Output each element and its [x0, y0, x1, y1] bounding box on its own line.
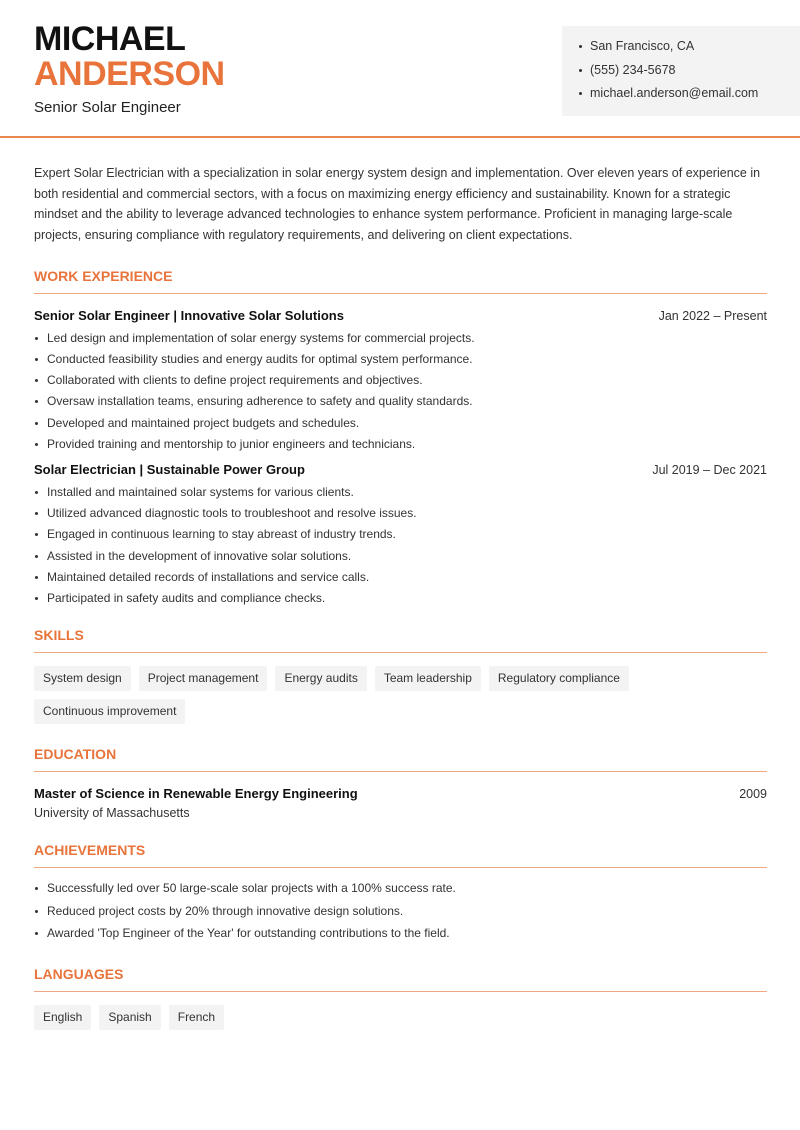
list-item: Participated in safety audits and compliance checks. — [34, 590, 767, 611]
list-item: Reduced project costs by 20% through innovative design solutions. — [34, 903, 767, 926]
resume-body — [34, 163, 767, 1030]
list-item: Conducted feasibility studies and energy audits for optimal system performance. — [34, 351, 767, 372]
contact-box — [562, 26, 800, 116]
job-title: Senior Solar Engineer — [34, 99, 181, 116]
job-bullets — [34, 484, 767, 611]
list-item: Engaged in continuous learning to stay abreast of industry trends. — [34, 526, 767, 547]
language-tag: French — [169, 1005, 224, 1030]
list-item: Developed and maintained project budgets and schedules. — [34, 415, 767, 436]
skill-tag: Regulatory compliance — [489, 666, 629, 691]
list-item: Led design and implementation of solar energy systems for commercial projects. — [34, 330, 767, 351]
section-title-education: EDUCATION — [34, 746, 767, 772]
candidate-name — [34, 22, 225, 92]
skill-tag: Project management — [139, 666, 268, 691]
job-entry — [34, 462, 767, 611]
list-item: Collaborated with clients to define project requirements and objectives. — [34, 372, 767, 393]
job-heading: Solar Electrician | Sustainable Power Group — [34, 461, 305, 477]
list-item: Oversaw installation teams, ensuring adherence to safety and quality standards. — [34, 393, 767, 414]
job-dates: Jan 2022 – Present — [658, 308, 767, 323]
section-title-achievements: ACHIEVEMENTS — [34, 842, 767, 868]
language-tag: English — [34, 1005, 91, 1030]
language-tag: Spanish — [99, 1005, 160, 1030]
resume-header — [0, 0, 800, 138]
section-title-skills: SKILLS — [34, 627, 767, 653]
job-entry — [34, 308, 767, 457]
skill-tag: Energy audits — [275, 666, 366, 691]
contact-location: San Francisco, CA — [579, 38, 800, 62]
list-item: Maintained detailed records of installations and service calls. — [34, 569, 767, 590]
list-item: Installed and maintained solar systems for various clients. — [34, 484, 767, 505]
section-title-work: WORK EXPERIENCE — [34, 268, 767, 294]
job-heading: Senior Solar Engineer | Innovative Solar Solutions — [34, 307, 344, 323]
list-item: Provided training and mentorship to junior engineers and technicians. — [34, 436, 767, 457]
education-school: University of Massachusetts — [34, 806, 190, 821]
list-item: Awarded 'Top Engineer of the Year' for outstanding contributions to the field. — [34, 925, 767, 948]
list-item: Assisted in the development of innovative solar solutions. — [34, 548, 767, 569]
contact-email[interactable]: michael.anderson@email.com — [579, 85, 800, 109]
achievement-bullets — [34, 880, 767, 948]
education-degree: Master of Science in Renewable Energy Engineering — [34, 786, 358, 802]
skill-tag: Team leadership — [375, 666, 481, 691]
skills-tags — [34, 666, 767, 724]
education-entry — [34, 786, 767, 820]
last-name: ANDERSON — [34, 55, 225, 93]
summary: Expert Solar Electrician with a specialization in solar energy system design and implementation. Over eleven years of experience in both residential and commercial sectors, with a focus on maximizing energy efficiency and sustainability. Known for a strategic mindset and the ability to leverage advanced technologies to enhance system performance. Proficient in managing large-scale projects, ensuring compliance with regulatory requirements, and delivering on client expectations. — [34, 166, 761, 243]
language-tags — [34, 1005, 767, 1030]
first-name: MICHAEL — [34, 20, 186, 58]
list-item: Successfully led over 50 large-scale solar projects with a 100% success rate. — [34, 880, 767, 903]
education-year: 2009 — [739, 787, 767, 802]
skill-tag: System design — [34, 666, 131, 691]
job-dates: Jul 2019 – Dec 2021 — [652, 462, 767, 477]
list-item: Utilized advanced diagnostic tools to troubleshoot and resolve issues. — [34, 505, 767, 526]
section-title-languages: LANGUAGES — [34, 966, 767, 992]
contact-phone: (555) 234-5678 — [579, 62, 800, 86]
job-bullets — [34, 330, 767, 457]
skill-tag: Continuous improvement — [34, 699, 185, 724]
